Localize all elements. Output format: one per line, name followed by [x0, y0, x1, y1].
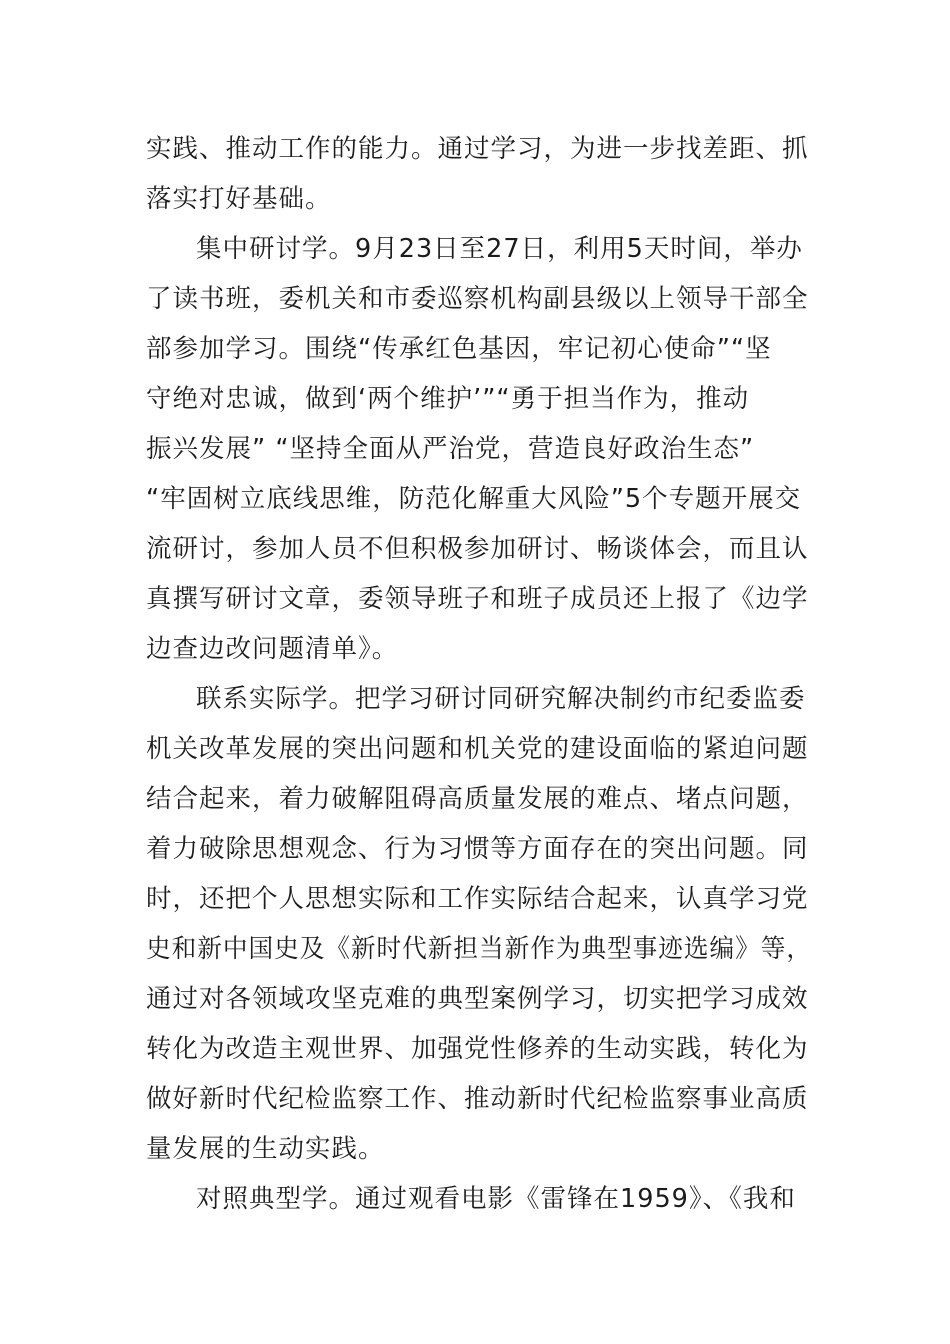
text-line: 边查边改问题清单》。: [146, 634, 399, 664]
text-line: 真撰写研讨文章，委领导班子和班子成员还上报了《边学: [146, 584, 809, 614]
text-line: 转化为改造主观世界、加强党性修养的生动实践，转化为: [146, 1034, 809, 1064]
text-line: 量发展的生动实践。: [146, 1134, 385, 1164]
text-line: 史和新中国史及《新时代新担当新作为典型事迹选编》等，: [146, 934, 813, 964]
text-line: “牢固树立底线思维，防范化解重大风险”5个专题开展交: [146, 484, 802, 514]
text-line: 时，还把个人思想实际和工作实际结合起来，认真学习党: [146, 884, 809, 914]
text-line: 落实打好基础。: [146, 184, 332, 214]
text-line: 振兴发展” “坚持全面从严治党，营造良好政治生态”: [146, 434, 755, 464]
text-line: 流研讨，参加人员不但积极参加研讨、畅谈体会，而且认: [146, 534, 809, 564]
text-line: 部参加学习。围绕“传承红色基因，牢记初心使命”“坚: [146, 334, 772, 364]
paragraph-start-line: 联系实际学。把学习研讨同研究解决制约市纪委监委: [196, 684, 806, 714]
text-line: 做好新时代纪检监察工作、推动新时代纪检监察事业高质: [146, 1084, 809, 1114]
paragraph-start-line: 集中研讨学。9月23日至27日，利用5天时间，举办: [196, 234, 803, 264]
text-line: 守绝对忠诚，做到‘两个维护’”“勇于担当作为，推动: [146, 384, 750, 414]
text-line: 结合起来，着力破解阻碍高质量发展的难点、堵点问题，: [146, 784, 809, 814]
text-line: 实践、推动工作的能力。通过学习，为进一步找差距、抓: [146, 134, 809, 164]
text-line: 机关改革发展的突出问题和机关党的建设面临的紧迫问题: [146, 734, 809, 764]
paragraph-start-line: 对照典型学。通过观看电影《雷锋在1959》、《我和: [196, 1184, 796, 1214]
text-line: 通过对各领域攻坚克难的典型案例学习，切实把学习成效: [146, 984, 809, 1014]
text-line: 着力破除思想观念、行为习惯等方面存在的突出问题。同: [146, 834, 809, 864]
text-line: 了读书班，委机关和市委巡察机构副县级以上领导干部全: [146, 284, 809, 314]
